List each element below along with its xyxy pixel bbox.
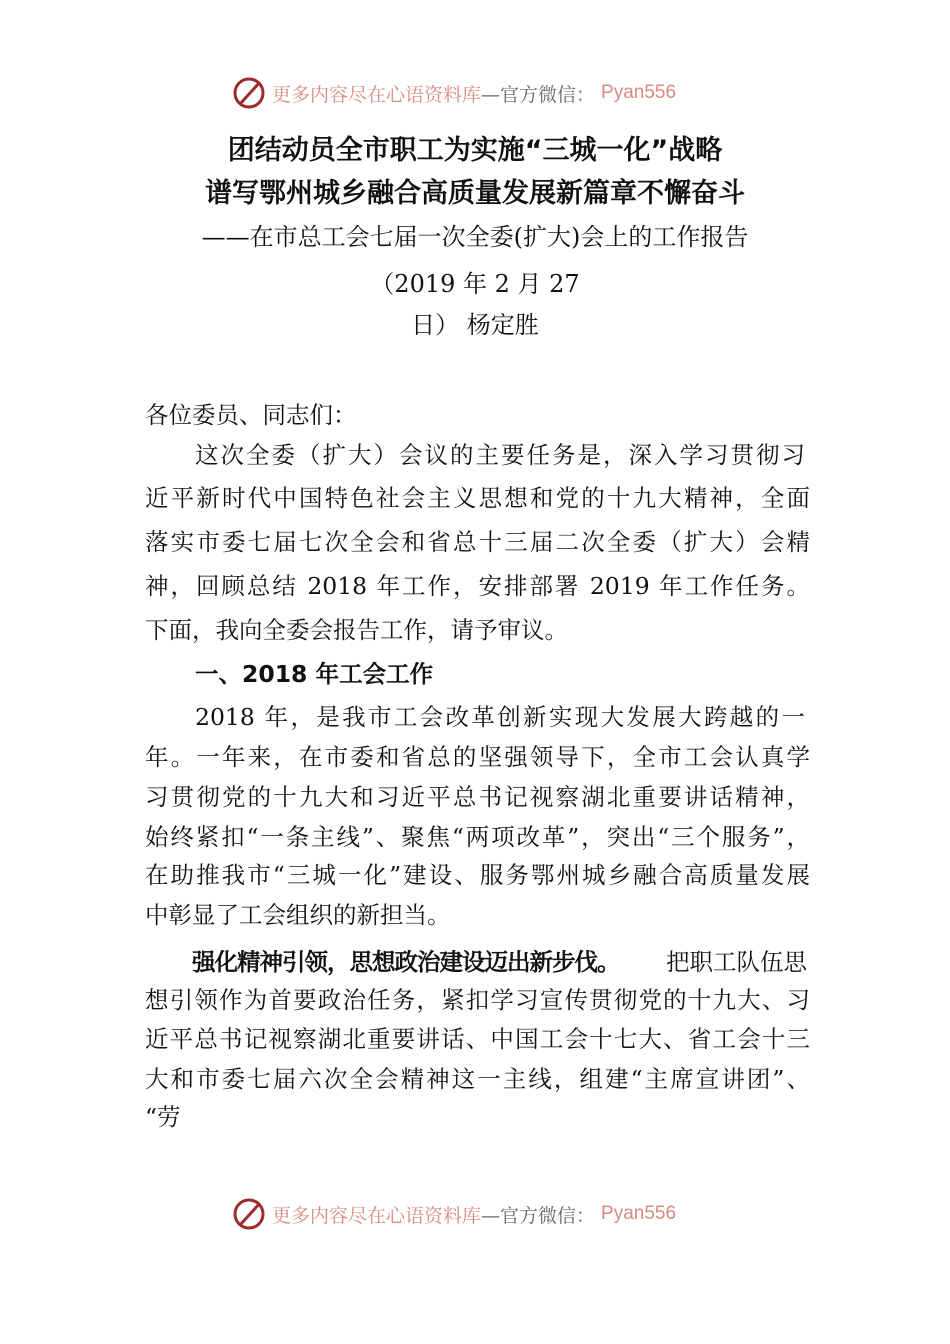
paragraph-line: 习贯彻党的十九大和习近平总书记视察湖北重要讲话精神， bbox=[145, 783, 810, 811]
paragraph-line: 想引领作为首要政治任务，紧扣学习宣传贯彻党的十九大、习 bbox=[145, 986, 810, 1014]
title-line-2: 谱写鄂州城乡融合高质量发展新篇章不懈奋斗 bbox=[205, 178, 745, 209]
paragraph-line: 大和市委七届六次全会精神这一主线，组建“主席宣讲团”、 bbox=[145, 1065, 810, 1093]
section-heading: 一、2018 年工会工作 bbox=[195, 660, 434, 688]
watermark-wechat-id: Pyan556 bbox=[601, 1203, 677, 1224]
text: 把职工队伍思 bbox=[666, 948, 807, 976]
paragraph-line: 近平新时代中国特色社会主义思想和党的十九大精神，全面 bbox=[145, 484, 810, 512]
watermark-footer bbox=[232, 1194, 722, 1234]
salutation: 各位委员、同志们： bbox=[145, 401, 357, 429]
date-author-line: 日） 杨定胜 bbox=[411, 311, 539, 339]
paragraph-line: 2018 年，是我市工会改革创新实现大发展大跨越的一 bbox=[195, 703, 805, 731]
watermark-text: 更多内容尽在心语资料库 bbox=[272, 83, 482, 106]
watermark-text: 更多内容尽在心语资料库 bbox=[272, 1204, 482, 1227]
paragraph-line: 下面，我向全委会报告工作，请予审议。 bbox=[145, 616, 568, 644]
paragraph-line: 在助推我市“三城一化”建设、服务鄂州城乡融合高质量发展 bbox=[145, 861, 810, 889]
paragraph-line: “劳 bbox=[145, 1103, 181, 1131]
paragraph-line: 中彰显了工会组织的新担当。 bbox=[145, 901, 451, 929]
watermark-wechat-label: —官方微信： bbox=[481, 1204, 596, 1227]
quill-logo-icon bbox=[232, 76, 266, 110]
watermark-wechat-id: Pyan556 bbox=[601, 82, 677, 103]
paragraph-line: 神，回顾总结 2018 年工作，安排部署 2019 年工作任务。 bbox=[145, 572, 810, 600]
bold-lead: 强化精神引领，思想政治建设迈出新步伐。 bbox=[192, 948, 620, 976]
paragraph-line: 近平总书记视察湖北重要讲话、中国工会十七大、省工会十三 bbox=[145, 1025, 810, 1053]
paragraph-line bbox=[192, 943, 807, 977]
date-line-1: （2019 年 2 月 27 bbox=[370, 270, 580, 298]
subtitle: ——在市总工会七届一次全委(扩大)会上的工作报告 bbox=[201, 223, 749, 251]
watermark-wechat-label: —官方微信： bbox=[481, 83, 596, 106]
quill-logo-icon bbox=[232, 1197, 266, 1231]
watermark-header bbox=[232, 73, 722, 113]
paragraph-line: 年。一年来，在市委和省总的坚强领导下，全市工会认真学 bbox=[145, 743, 810, 771]
title-line-1: 团结动员全市职工为实施“三城一化”战略 bbox=[227, 135, 723, 166]
paragraph-line: 这次全委（扩大）会议的主要任务是，深入学习贯彻习 bbox=[195, 441, 805, 469]
paragraph-line: 落实市委七届七次全会和省总十三届二次全委（扩大）会精 bbox=[145, 528, 810, 556]
paragraph-line: 始终紧扣“一条主线”、聚焦“两项改革”，突出“三个服务”， bbox=[145, 823, 810, 851]
